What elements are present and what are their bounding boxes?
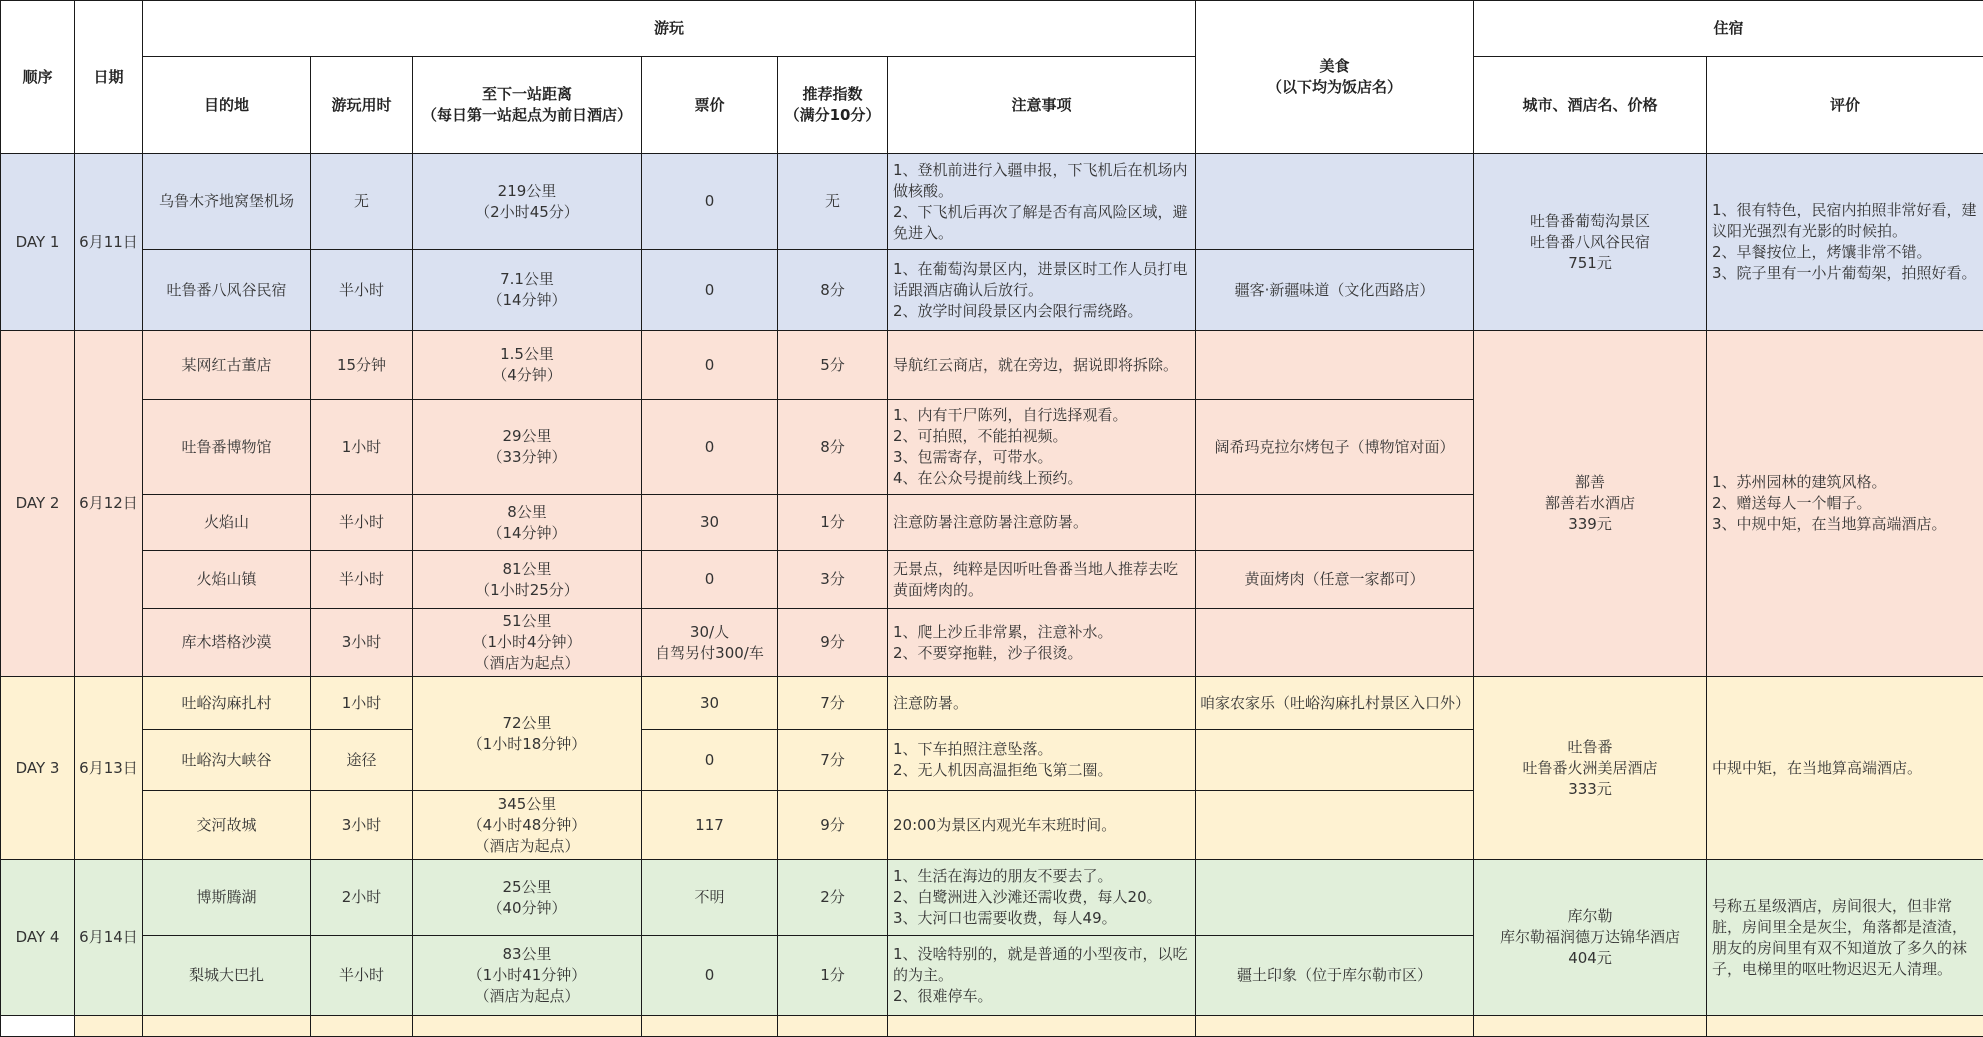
- distance-cell[interactable]: 72公里 （1小时18分钟）: [413, 677, 642, 791]
- notes-cell[interactable]: 1、下车拍照注意坠落。 2、无人机因高温拒绝飞第二圈。: [888, 730, 1196, 791]
- destination-cell[interactable]: 梨城大巴扎: [143, 936, 311, 1016]
- destination-cell[interactable]: 博斯腾湖: [143, 860, 311, 936]
- food-cell[interactable]: [1196, 730, 1474, 791]
- food-cell[interactable]: 阔希玛克拉尔烤包子（博物馆对面）: [1196, 400, 1474, 495]
- food-cell[interactable]: 黄面烤肉（任意一家都可）: [1196, 551, 1474, 609]
- day-date-cell[interactable]: 6月12日: [75, 331, 143, 677]
- notes-cell[interactable]: 1、在葡萄沟景区内，进景区时工作人员打电话跟酒店确认后放行。 2、放学时间段景区内会限行需绕路。: [888, 250, 1196, 331]
- ticket-cell[interactable]: 30: [642, 677, 778, 730]
- duration-cell[interactable]: 半小时: [311, 551, 413, 609]
- header-hotel[interactable]: 城市、酒店名、价格: [1474, 57, 1707, 154]
- header-food[interactable]: 美食 （以下均为饭店名）: [1196, 1, 1474, 154]
- ticket-cell[interactable]: 0: [642, 154, 778, 250]
- distance-cell[interactable]: 81公里 （1小时25分）: [413, 551, 642, 609]
- partial-row-cell[interactable]: [1474, 1016, 1707, 1037]
- day-order-cell[interactable]: DAY 4: [1, 860, 75, 1016]
- destination-cell[interactable]: 火焰山: [143, 495, 311, 551]
- ticket-cell[interactable]: 0: [642, 730, 778, 791]
- rating-cell[interactable]: 1分: [778, 495, 888, 551]
- duration-cell[interactable]: 无: [311, 154, 413, 250]
- header-review[interactable]: 评价: [1707, 57, 1983, 154]
- review-cell[interactable]: 号称五星级酒店，房间很大，但非常脏，房间里全是灰尘，角落都是渣渣，朋友的房间里有双不知道放了多久的袜子，电梯里的呕吐物迟迟无人清理。: [1707, 860, 1983, 1016]
- destination-cell[interactable]: 库木塔格沙漠: [143, 609, 311, 677]
- header-notes[interactable]: 注意事项: [888, 57, 1196, 154]
- ticket-cell[interactable]: 0: [642, 331, 778, 400]
- partial-row-cell[interactable]: [1707, 1016, 1983, 1037]
- destination-cell[interactable]: 乌鲁木齐地窝堡机场: [143, 154, 311, 250]
- partial-row-cell[interactable]: [778, 1016, 888, 1037]
- food-cell[interactable]: 疆客·新疆味道（文化西路店）: [1196, 250, 1474, 331]
- notes-cell[interactable]: 注意防暑注意防暑注意防暑。: [888, 495, 1196, 551]
- rating-cell[interactable]: 无: [778, 154, 888, 250]
- rating-cell[interactable]: 9分: [778, 609, 888, 677]
- hotel-cell[interactable]: 库尔勒 库尔勒福润德万达锦华酒店 404元: [1474, 860, 1707, 1016]
- rating-cell[interactable]: 3分: [778, 551, 888, 609]
- header-rating[interactable]: 推荐指数 （满分10分）: [778, 57, 888, 154]
- header-lodging-group[interactable]: 住宿: [1474, 1, 1983, 57]
- rating-cell[interactable]: 8分: [778, 400, 888, 495]
- duration-cell[interactable]: 1小时: [311, 400, 413, 495]
- ticket-cell[interactable]: 0: [642, 551, 778, 609]
- day-order-cell[interactable]: DAY 3: [1, 677, 75, 860]
- destination-cell[interactable]: 吐鲁番八风谷民宿: [143, 250, 311, 331]
- day-date-cell[interactable]: 6月11日: [75, 154, 143, 331]
- duration-cell[interactable]: 2小时: [311, 860, 413, 936]
- food-cell[interactable]: [1196, 331, 1474, 400]
- duration-cell[interactable]: 半小时: [311, 250, 413, 331]
- ticket-cell[interactable]: 不明: [642, 860, 778, 936]
- distance-cell[interactable]: 51公里 （1小时4分钟） （酒店为起点）: [413, 609, 642, 677]
- distance-cell[interactable]: 83公里 （1小时41分钟） （酒店为起点）: [413, 936, 642, 1016]
- distance-cell[interactable]: 345公里 （4小时48分钟） （酒店为起点）: [413, 791, 642, 860]
- duration-cell[interactable]: 半小时: [311, 495, 413, 551]
- header-duration[interactable]: 游玩用时: [311, 57, 413, 154]
- header-order[interactable]: 顺序: [1, 1, 75, 154]
- rating-cell[interactable]: 8分: [778, 250, 888, 331]
- food-cell[interactable]: 疆土印象（位于库尔勒市区）: [1196, 936, 1474, 1016]
- ticket-cell[interactable]: 0: [642, 400, 778, 495]
- notes-cell[interactable]: 20:00为景区内观光车末班时间。: [888, 791, 1196, 860]
- notes-cell[interactable]: 注意防暑。: [888, 677, 1196, 730]
- rating-cell[interactable]: 1分: [778, 936, 888, 1016]
- notes-cell[interactable]: 导航红云商店，就在旁边，据说即将拆除。: [888, 331, 1196, 400]
- header-date[interactable]: 日期: [75, 1, 143, 154]
- day-order-cell[interactable]: DAY 2: [1, 331, 75, 677]
- notes-cell[interactable]: 无景点，纯粹是因听吐鲁番当地人推荐去吃黄面烤肉的。: [888, 551, 1196, 609]
- food-cell[interactable]: [1196, 609, 1474, 677]
- ticket-cell[interactable]: 0: [642, 250, 778, 331]
- day-date-cell[interactable]: 6月14日: [75, 860, 143, 1016]
- hotel-cell[interactable]: 鄯善 鄯善若水酒店 339元: [1474, 331, 1707, 677]
- hotel-cell[interactable]: 吐鲁番葡萄沟景区 吐鲁番八风谷民宿 751元: [1474, 154, 1707, 331]
- header-ticket[interactable]: 票价: [642, 57, 778, 154]
- partial-row-cell[interactable]: [413, 1016, 642, 1037]
- ticket-cell[interactable]: 30/人 自驾另付300/车: [642, 609, 778, 677]
- food-cell[interactable]: 咱家农家乐（吐峪沟麻扎村景区入口外）: [1196, 677, 1474, 730]
- notes-cell[interactable]: 1、生活在海边的朋友不要去了。 2、白鹭洲进入沙滩还需收费，每人20。 3、大河口也需要收费，每人49。: [888, 860, 1196, 936]
- review-cell[interactable]: 1、很有特色，民宿内拍照非常好看，建议阳光强烈有光影的时候拍。 2、早餐按位上，烤馕非常不错。 3、院子里有一小片葡萄架，拍照好看。: [1707, 154, 1983, 331]
- notes-cell[interactable]: 1、登机前进行入疆申报，下飞机后在机场内做核酸。 2、下飞机后再次了解是否有高风险区域，避免进入。: [888, 154, 1196, 250]
- destination-cell[interactable]: 吐峪沟大峡谷: [143, 730, 311, 791]
- partial-row-cell[interactable]: [888, 1016, 1196, 1037]
- rating-cell[interactable]: 9分: [778, 791, 888, 860]
- notes-cell[interactable]: 1、内有干尸陈列，自行选择观看。 2、可拍照，不能拍视频。 3、包需寄存，可带水。 4、在公众号提前线上预约。: [888, 400, 1196, 495]
- duration-cell[interactable]: 15分钟: [311, 331, 413, 400]
- header-play-group[interactable]: 游玩: [143, 1, 1196, 57]
- notes-cell[interactable]: 1、没啥特别的，就是普通的小型夜市，以吃的为主。 2、很难停车。: [888, 936, 1196, 1016]
- rating-cell[interactable]: 5分: [778, 331, 888, 400]
- partial-row-cell[interactable]: [1196, 1016, 1474, 1037]
- destination-cell[interactable]: 火焰山镇: [143, 551, 311, 609]
- distance-cell[interactable]: 219公里 （2小时45分）: [413, 154, 642, 250]
- ticket-cell[interactable]: 0: [642, 936, 778, 1016]
- duration-cell[interactable]: 途径: [311, 730, 413, 791]
- distance-cell[interactable]: 1.5公里 （4分钟）: [413, 331, 642, 400]
- header-distance[interactable]: 至下一站距离 （每日第一站起点为前日酒店）: [413, 57, 642, 154]
- destination-cell[interactable]: 交河故城: [143, 791, 311, 860]
- distance-cell[interactable]: 7.1公里 （14分钟）: [413, 250, 642, 331]
- review-cell[interactable]: 中规中矩，在当地算高端酒店。: [1707, 677, 1983, 860]
- partial-row-cell[interactable]: [642, 1016, 778, 1037]
- food-cell[interactable]: [1196, 860, 1474, 936]
- partial-row-cell[interactable]: [143, 1016, 311, 1037]
- ticket-cell[interactable]: 30: [642, 495, 778, 551]
- duration-cell[interactable]: 3小时: [311, 791, 413, 860]
- duration-cell[interactable]: 1小时: [311, 677, 413, 730]
- review-cell[interactable]: 1、苏州园林的建筑风格。 2、赠送每人一个帽子。 3、中规中矩，在当地算高端酒店。: [1707, 331, 1983, 677]
- distance-cell[interactable]: 29公里 （33分钟）: [413, 400, 642, 495]
- partial-row-cell[interactable]: [311, 1016, 413, 1037]
- day-date-cell[interactable]: 6月13日: [75, 677, 143, 860]
- food-cell[interactable]: [1196, 791, 1474, 860]
- destination-cell[interactable]: 吐鲁番博物馆: [143, 400, 311, 495]
- hotel-cell[interactable]: 吐鲁番 吐鲁番火洲美居酒店 333元: [1474, 677, 1707, 860]
- ticket-cell[interactable]: 117: [642, 791, 778, 860]
- header-destination[interactable]: 目的地: [143, 57, 311, 154]
- rating-cell[interactable]: 2分: [778, 860, 888, 936]
- duration-cell[interactable]: 半小时: [311, 936, 413, 1016]
- notes-cell[interactable]: 1、爬上沙丘非常累，注意补水。 2、不要穿拖鞋，沙子很烫。: [888, 609, 1196, 677]
- partial-row-cell[interactable]: [75, 1016, 143, 1037]
- partial-row-cell[interactable]: [1, 1016, 75, 1037]
- destination-cell[interactable]: 某网红古董店: [143, 331, 311, 400]
- distance-cell[interactable]: 25公里 （40分钟）: [413, 860, 642, 936]
- distance-cell[interactable]: 8公里 （14分钟）: [413, 495, 642, 551]
- destination-cell[interactable]: 吐峪沟麻扎村: [143, 677, 311, 730]
- rating-cell[interactable]: 7分: [778, 730, 888, 791]
- day-order-cell[interactable]: DAY 1: [1, 154, 75, 331]
- rating-cell[interactable]: 7分: [778, 677, 888, 730]
- food-cell[interactable]: [1196, 495, 1474, 551]
- duration-cell[interactable]: 3小时: [311, 609, 413, 677]
- food-cell[interactable]: [1196, 154, 1474, 250]
